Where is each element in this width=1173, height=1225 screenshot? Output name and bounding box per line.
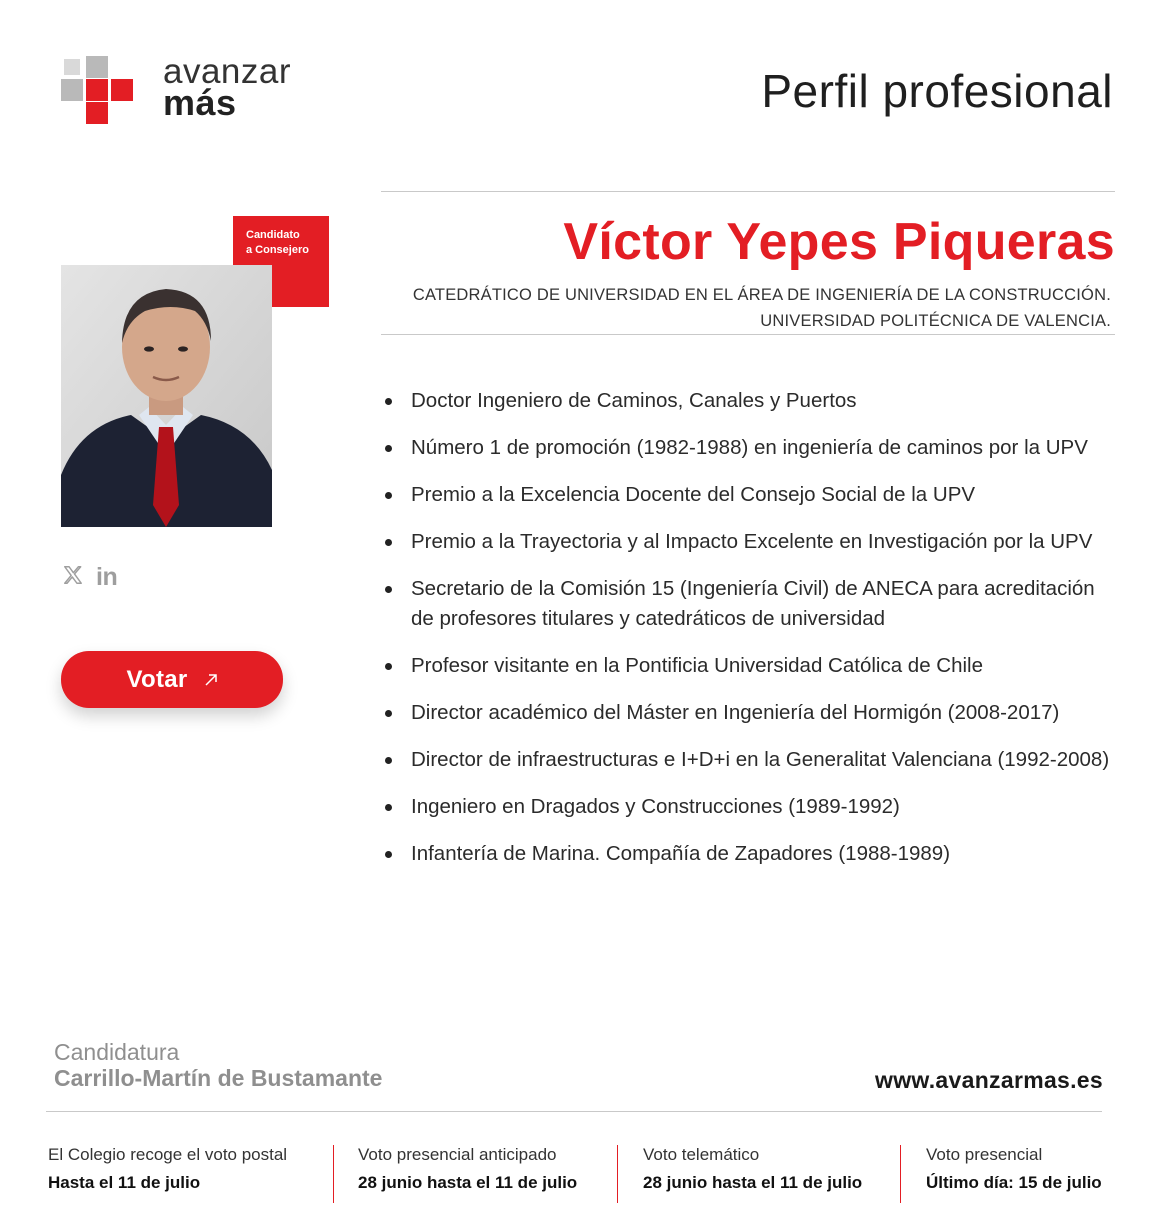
arrow-up-right-icon	[204, 673, 218, 687]
logo-bottom-text: más	[163, 82, 237, 123]
vote-info-value: 28 junio hasta el 11 de julio	[358, 1173, 578, 1192]
x-icon[interactable]	[62, 564, 84, 586]
candidate-name: Víctor Yepes Piqueras	[563, 213, 1115, 271]
name-top-divider	[381, 191, 1115, 192]
list-item: Profesor visitante en la Pontificia Universidad Católica de Chile	[383, 651, 1113, 681]
vote-info-value: 28 junio hasta el 11 de julio	[643, 1173, 863, 1192]
candidatura-name	[54, 1065, 382, 1092]
list-item: Infantería de Marina. Compañía de Zapadores (1988-1989)	[383, 839, 1113, 869]
vote-info-label: Voto telemático	[643, 1145, 760, 1164]
linkedin-icon[interactable]: in	[96, 563, 118, 591]
list-item: Director académico del Máster en Ingeniería del Hormigón (2008-2017)	[383, 698, 1113, 728]
candidatura-name-2: Martín de Bustamante	[142, 1065, 383, 1091]
vote-info-separator	[333, 1145, 334, 1203]
candidatura-label: Candidatura	[54, 1039, 180, 1065]
vote-info-separator	[617, 1145, 618, 1203]
footer-divider	[46, 1111, 1102, 1112]
list-item: Premio a la Trayectoria y al Impacto Excelente en Investigación por la UPV	[383, 527, 1113, 557]
list-item: Ingeniero en Dragados y Construcciones (1989-1992)	[383, 792, 1113, 822]
list-item: Director de infraestructuras e I+D+i en la Generalitat Valenciana (1992-2008)	[383, 745, 1113, 775]
vote-info-presential	[926, 1144, 1102, 1194]
vote-info-early	[358, 1144, 577, 1194]
vote-info-label: Voto presencial anticipado	[358, 1145, 557, 1164]
list-item: Doctor Ingeniero de Caminos, Canales y Puertos	[383, 386, 1113, 416]
vote-button[interactable]	[61, 651, 283, 708]
page-title: Perfil profesional	[761, 65, 1113, 117]
logo-wordmark	[163, 54, 291, 121]
vote-info-value: Hasta el 11 de julio	[48, 1173, 201, 1192]
list-item: Secretario de la Comisión 15 (Ingeniería Civil) de ANECA para acreditación de profesores titulares y catedráticos de universidad	[383, 574, 1113, 634]
logo-top-text: avanzar	[163, 52, 292, 91]
candidate-position	[413, 282, 1111, 334]
vote-info-label: El Colegio recoge el voto postal	[48, 1145, 288, 1164]
badge-line-1: Candidato	[246, 229, 300, 241]
list-item: Número 1 de promoción (1982-1988) en ingeniería de caminos por la UPV	[383, 433, 1113, 463]
candidatura-name-1: Carrillo	[54, 1065, 135, 1091]
vote-info-online	[643, 1144, 862, 1194]
list-item: Premio a la Excelencia Docente del Consejo Social de la UPV	[383, 480, 1113, 510]
position-line-1: CATEDRÁTICO DE UNIVERSIDAD EN EL ÁREA DE INGENIERÍA DE LA CONSTRUCCIÓN.	[412, 286, 1111, 304]
candidate-photo	[61, 265, 272, 527]
vote-info-separator	[900, 1145, 901, 1203]
achievements-list	[383, 386, 1113, 886]
vote-info-value: Último día: 15 de julio	[926, 1173, 1102, 1192]
badge-line-2: a Consejero	[246, 243, 309, 256]
position-line-2: UNIVERSIDAD POLITÉCNICA DE VALENCIA.	[760, 312, 1111, 330]
candidatura-dash: -	[134, 1065, 143, 1091]
vote-button-label: Votar	[126, 665, 188, 693]
website-link[interactable]: www.avanzarmas.es	[875, 1067, 1103, 1093]
vote-info-label: Voto presencial	[926, 1145, 1043, 1164]
vote-info-postal	[48, 1144, 287, 1194]
portrait-illustration	[61, 265, 272, 527]
name-bottom-divider	[381, 334, 1115, 335]
logo-mark	[61, 56, 133, 124]
